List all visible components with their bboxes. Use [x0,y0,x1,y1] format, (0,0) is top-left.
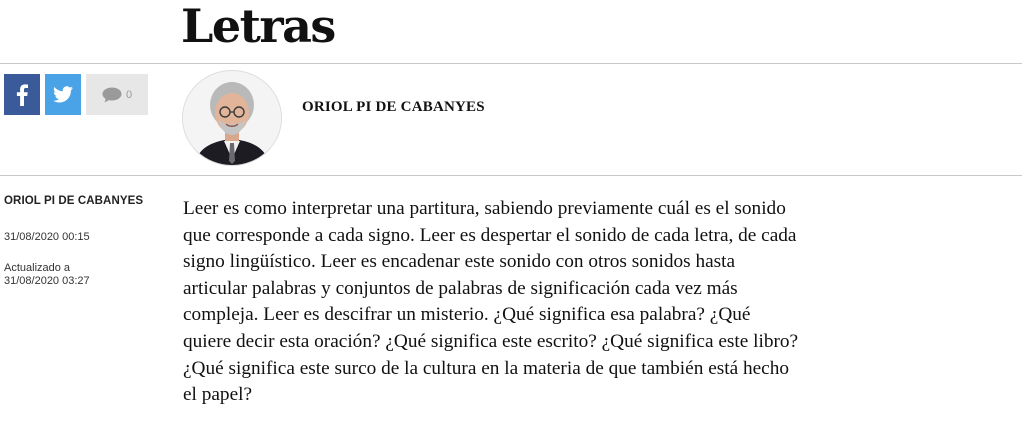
author-avatar [183,71,281,165]
twitter-share-button[interactable] [45,74,81,115]
twitter-icon [53,86,73,103]
facebook-share-button[interactable] [4,74,40,115]
updated-date [4,262,124,288]
article-body: Leer es como interpretar una partitura, sabiendo previamente cuál es el sonido que corresponde a cada signo. Leer es despertar el sonido de cada letra, de cada signo lingüístico. Leer es encadenar este sonido con otros sonidos hasta articular palabras y conjuntos de palabras de significación cada vez más compleja. Leer es descifrar un misterio. ¿Qué significa esa palabra? ¿Qué quiere decir esta oración? ¿Qué significa este escrito? ¿Qué significa este libro? ¿Qué significa este surco de la cultura en la materia de que también está hecho el papel? [183,198,799,406]
published-date: 31/08/2020 00:15 [4,231,90,243]
page-title: Letras [181,0,335,53]
author-name[interactable]: ORIOL PI DE CABANYES [302,99,485,115]
meta-divider [0,175,1022,176]
updated-value: 31/08/2020 03:27 [4,275,90,287]
updated-label: Actualizado a [4,262,71,274]
byline-author[interactable]: ORIOL PI DE CABANYES [4,195,144,207]
top-divider [0,63,1022,64]
comments-button[interactable] [86,74,148,115]
comment-bubble-icon [102,87,122,103]
facebook-icon [16,84,28,106]
comment-count: 0 [125,88,133,101]
